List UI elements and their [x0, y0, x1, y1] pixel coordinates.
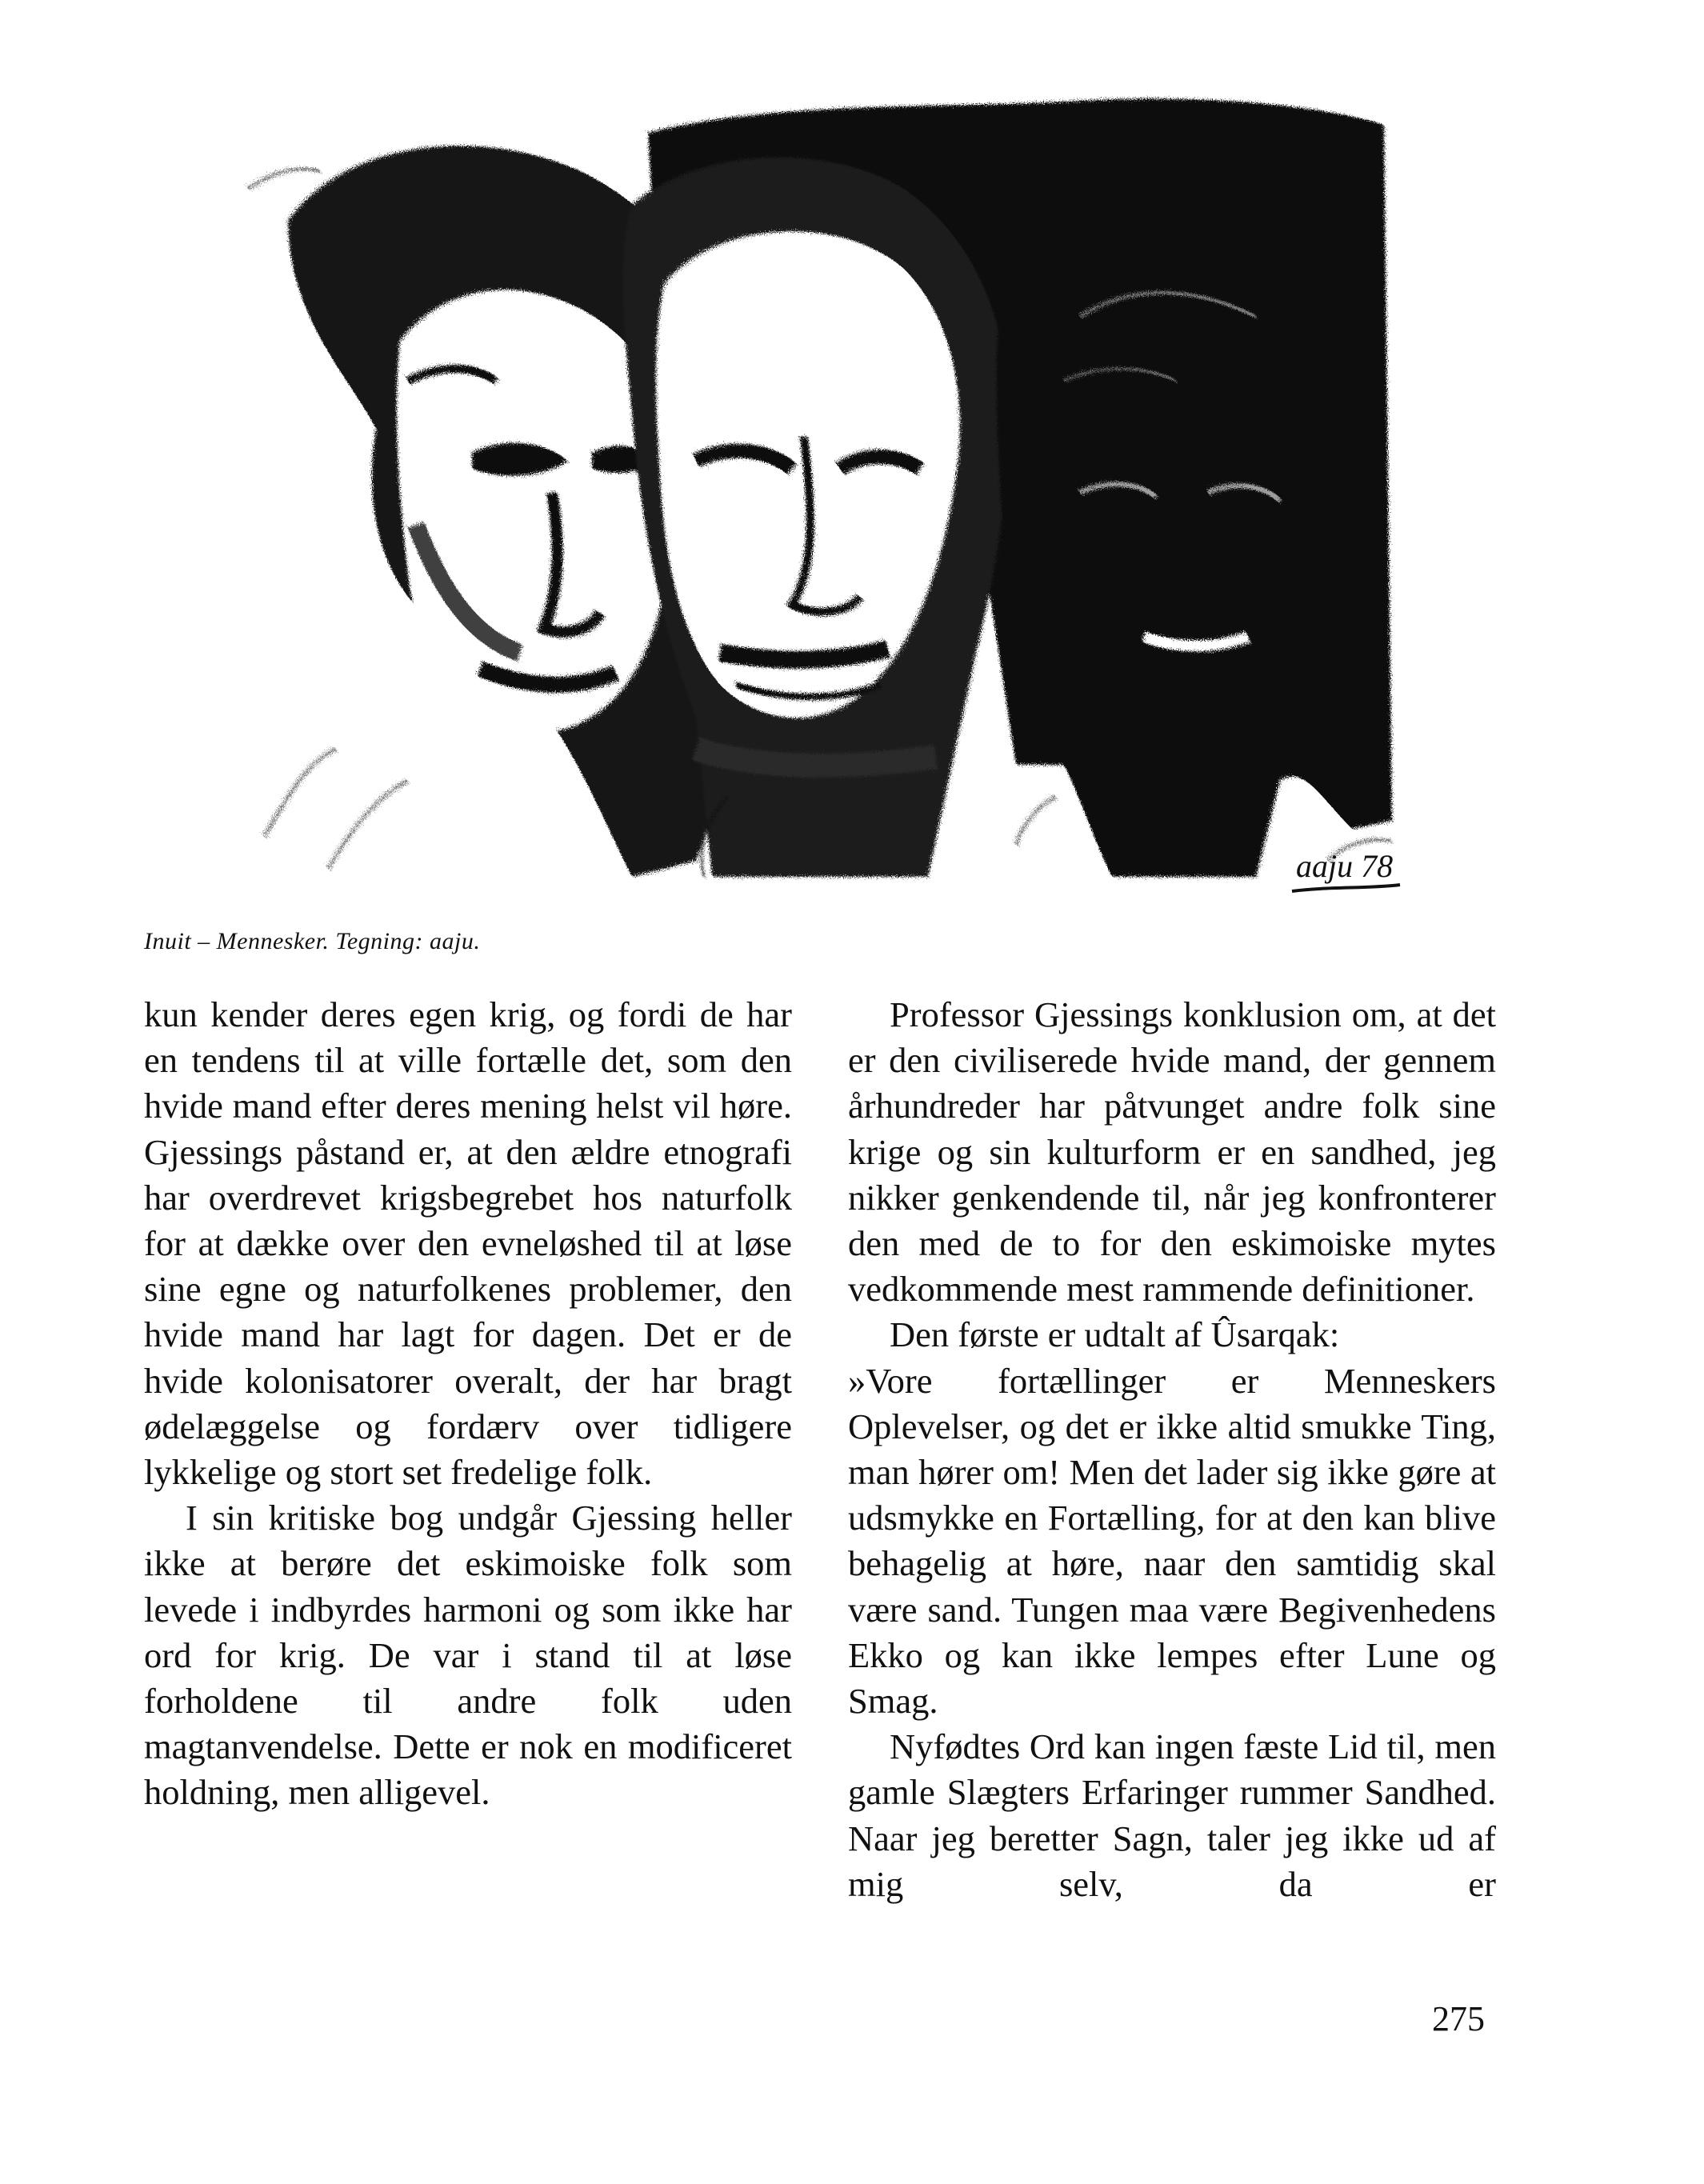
charcoal-drawing — [216, 77, 1416, 909]
paragraph: I sin kritiske bog undgår Gjessing heller ikke at berøre det eskimoiske folk som levede i indbyrdes harmoni og som ikke har ord for krig. De var i stand til at løse forholdene til andre folk uden magtanvendelse. Dette er nok en modificeret holdning, men alligevel. — [144, 1498, 792, 1813]
svg-text:aaju 78: aaju 78 — [1296, 848, 1394, 884]
paragraph: kun kender deres egen krig, og fordi de har en tendens til at ville fortælle det, som den hvide mand efter deres mening helst vil høre. Gjessings påstand er, at den ældre etnografi har overdrevet krigsbegrebet hos naturfolk for at dække over den evneløshed til at løse sine egne og naturfolkenes problemer, den hvide mand har lagt for dagen. Det er de hvide kolonisatorer overalt, der har bragt ødelæggelse og fordærv over tidligere lykkelige og stort set fredelige folk. — [144, 994, 792, 1493]
artist-signature — [1292, 848, 1400, 891]
paragraph: Nyfødtes Ord kan ingen fæste Lid til, men gamle Slægters Erfaringer rummer Sandhed. Naar jeg beretter Sagn, taler jeg ikke ud af mig selv, da er — [848, 1726, 1496, 1904]
paragraph: Den første er udtalt af Ûsarqak: — [890, 1314, 1340, 1355]
illustration-three-faces — [216, 77, 1416, 909]
text-column-left — [144, 992, 792, 1816]
figure-caption: Inuit – Mennesker. Tegning: aaju. — [144, 928, 481, 954]
paragraph: Professor Gjessings konklusion om, at det er den civiliserede hvide mand, der gennem århundreder har påtvunget andre folk sine krige og sin kulturform er en sandhed, jeg nikker genkendende til, når jeg konfronterer den med de to for den eskimoiske mytes vedkommende mest rammende definitioner. — [848, 994, 1496, 1310]
quote-paragraph: »Vore fortællinger er Menneskers Oplevelser, og det er ikke altid smukke Ting, man hører om! Men det lader sig ikke gøre at udsmykke en Fortælling, for at den kan blive behagelig at høre, naar den samtidig skal være sand. Tungen maa være Begivenhedens Ekko og kan ikke lempes efter Lune og Smag. — [848, 1360, 1496, 1722]
text-column-right — [848, 992, 1496, 1907]
page-number: 275 — [1432, 1999, 1485, 2038]
